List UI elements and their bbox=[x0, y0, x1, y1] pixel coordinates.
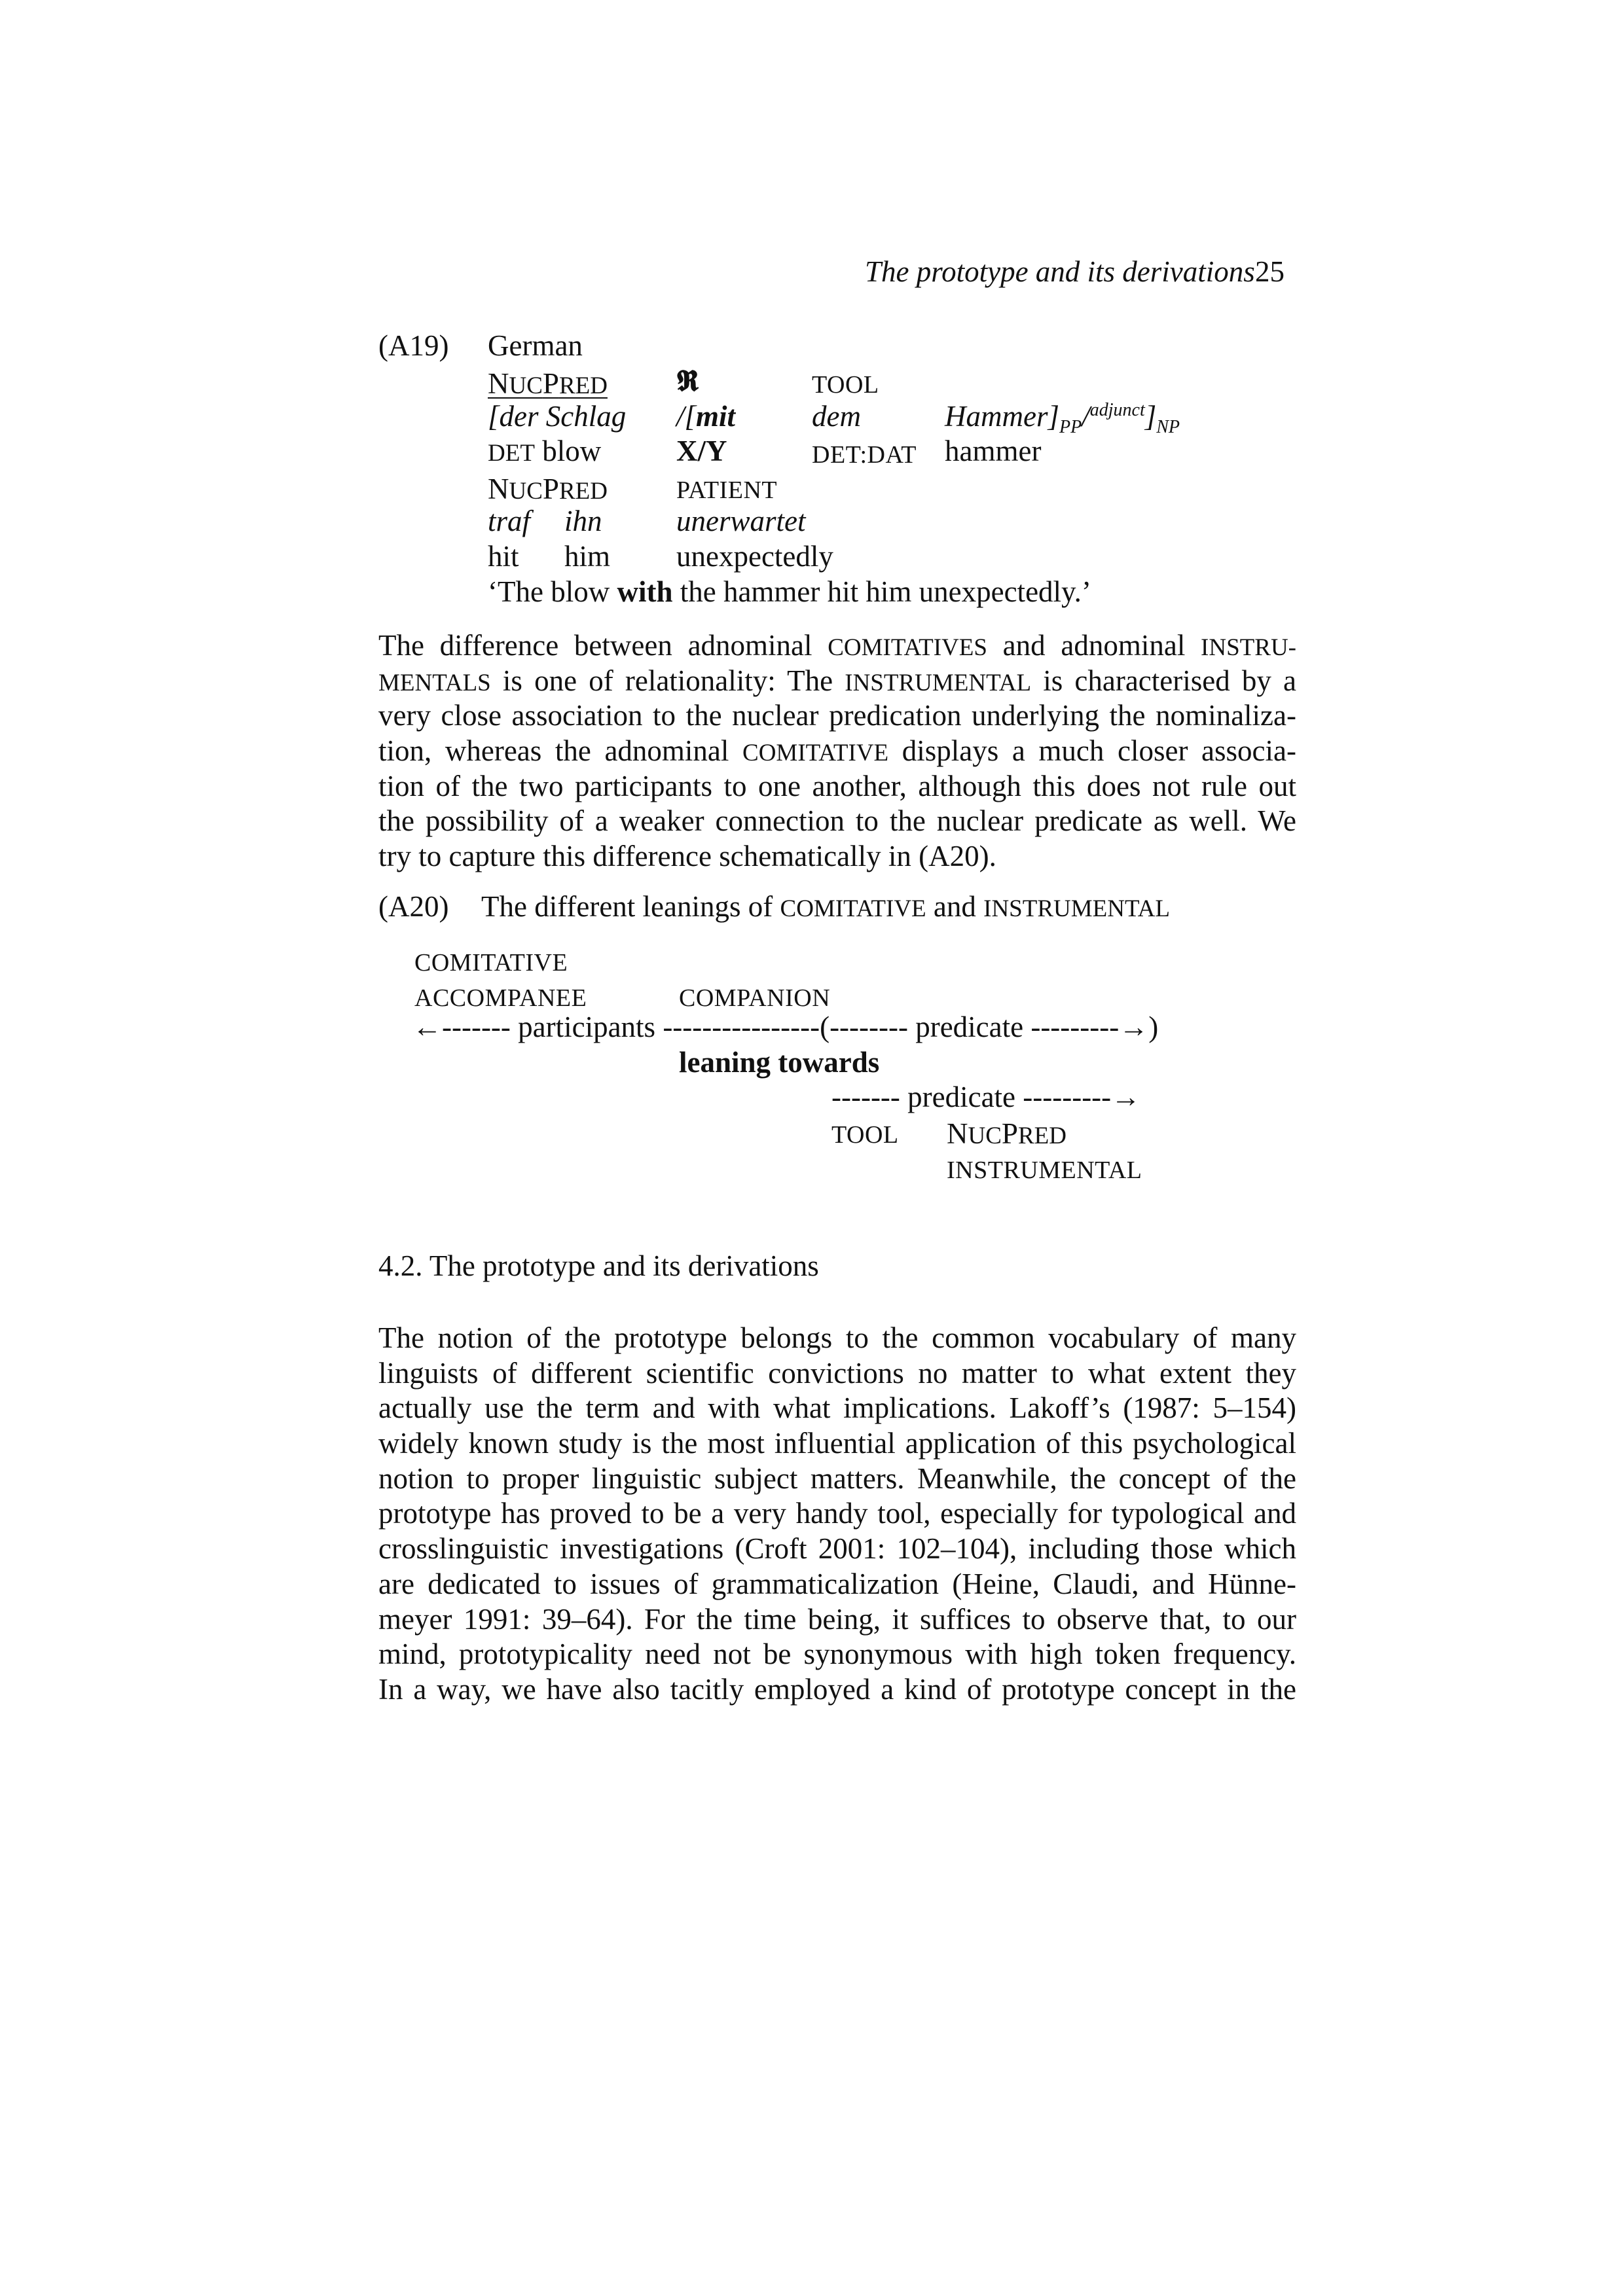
text-line: linguists of different scientific convictions no matter to what extent they bbox=[378, 1356, 1296, 1390]
leaning-towards-label: leaning towards bbox=[679, 1046, 880, 1079]
gloss-nucpred: NUCPRED bbox=[488, 473, 608, 505]
german-word: ihn bbox=[564, 505, 602, 537]
text-line: are dedicated to issues of grammaticalization (Heine, Claudi, and Hünne- bbox=[378, 1567, 1296, 1600]
german-word: /[mit bbox=[676, 400, 736, 433]
gloss-word: hit bbox=[488, 540, 519, 573]
text-line: mind, prototypicality need not be synonymous with high token frequency. bbox=[378, 1638, 1296, 1671]
gloss-word: DET:DAT bbox=[812, 441, 917, 469]
gloss-word: DET blow bbox=[488, 435, 602, 467]
text-line: tion, whereas the adnominal COMITATIVE displays a much closer associa- bbox=[378, 734, 1296, 768]
example-language: German bbox=[488, 329, 583, 362]
example-title: The different leanings of COMITATIVE and INSTRUMENTAL bbox=[481, 890, 1170, 923]
text-line: The notion of the prototype belongs to the common vocabulary of many bbox=[378, 1321, 1296, 1354]
example-label: (A20) bbox=[378, 890, 449, 923]
text-line: tion of the two participants to one another, although this does not rule out bbox=[378, 769, 1296, 802]
text-line: meyer 1991: 39–64). For the time being, it suffices to observe that, to our bbox=[378, 1602, 1296, 1636]
label-instrumental: INSTRUMENTAL bbox=[947, 1157, 1142, 1184]
body-paragraph bbox=[378, 1321, 1296, 1708]
leaning-line-predicate: ------- predicate ---------→ bbox=[831, 1081, 1141, 1113]
text-line: The difference between adnominal COMITATIVES and adnominal INSTRU- bbox=[378, 629, 1296, 662]
text-line: In a way, we have also tacitly employed a kind of prototype concept in the bbox=[378, 1672, 1296, 1706]
german-word: [der Schlag bbox=[488, 400, 627, 433]
section-heading: 4.2. The prototype and its derivations bbox=[378, 1249, 819, 1282]
body-paragraph bbox=[378, 628, 1296, 874]
gloss-word: unexpectedly bbox=[676, 540, 833, 573]
text-line: notion to proper linguistic subject matters. Meanwhile, the concept of the bbox=[378, 1462, 1296, 1495]
label-comitative: COMITATIVE bbox=[414, 949, 568, 977]
label-accompanee: ACCOMPANEE bbox=[414, 984, 587, 1012]
text-line: actually use the term and with what implications. Lakoff’s (1987: 5–154) bbox=[378, 1391, 1296, 1425]
label-nucpred: NUCPRED bbox=[947, 1117, 1067, 1150]
gloss-word: hammer bbox=[945, 435, 1042, 467]
gloss-word: him bbox=[564, 540, 611, 573]
text-line: very close association to the nuclear predication underlying the nominaliza- bbox=[378, 699, 1296, 732]
text-line: prototype has proved to be a very handy tool, especially for typological and bbox=[378, 1497, 1296, 1530]
text-line: MENTALS is one of relationality: The INSTRUMENTAL is characterised by a bbox=[378, 664, 1296, 697]
text-line: widely known study is the most influential application of this psychological bbox=[378, 1427, 1296, 1460]
gloss-nucpred: NUCPRED bbox=[488, 367, 608, 400]
text-line: try to capture this difference schematically in (A20). bbox=[378, 840, 996, 873]
example-label: (A19) bbox=[378, 329, 449, 362]
page-number: 25 bbox=[1255, 255, 1285, 288]
gloss-word: X/Y bbox=[676, 435, 727, 467]
label-tool: TOOL bbox=[831, 1121, 899, 1149]
german-word: traf bbox=[488, 505, 531, 537]
text-line: crosslinguistic investigations (Croft 2001: 102–104), including those which bbox=[378, 1532, 1296, 1566]
leaning-line-participants: ←------- participants ----------------(-------- predicate ---------→) bbox=[412, 1011, 1159, 1043]
label-companion: COMPANION bbox=[679, 984, 831, 1012]
free-translation: ‘The blow with the hammer hit him unexpectedly.’ bbox=[488, 575, 1091, 608]
running-title: The prototype and its derivations bbox=[865, 255, 1255, 288]
german-word: dem bbox=[812, 400, 861, 433]
german-word: $Hammer]_{PP}/^{adjunct}]_{NP}$ bbox=[945, 400, 1180, 437]
gloss-tool: TOOL bbox=[812, 371, 879, 399]
gloss-patient: PATIENT bbox=[676, 476, 778, 504]
relator-symbol: 𝕽 bbox=[676, 365, 699, 397]
text-line: the possibility of a weaker connection to the nuclear predicate as well. We bbox=[378, 804, 1296, 838]
german-word: unerwartet bbox=[676, 505, 806, 537]
